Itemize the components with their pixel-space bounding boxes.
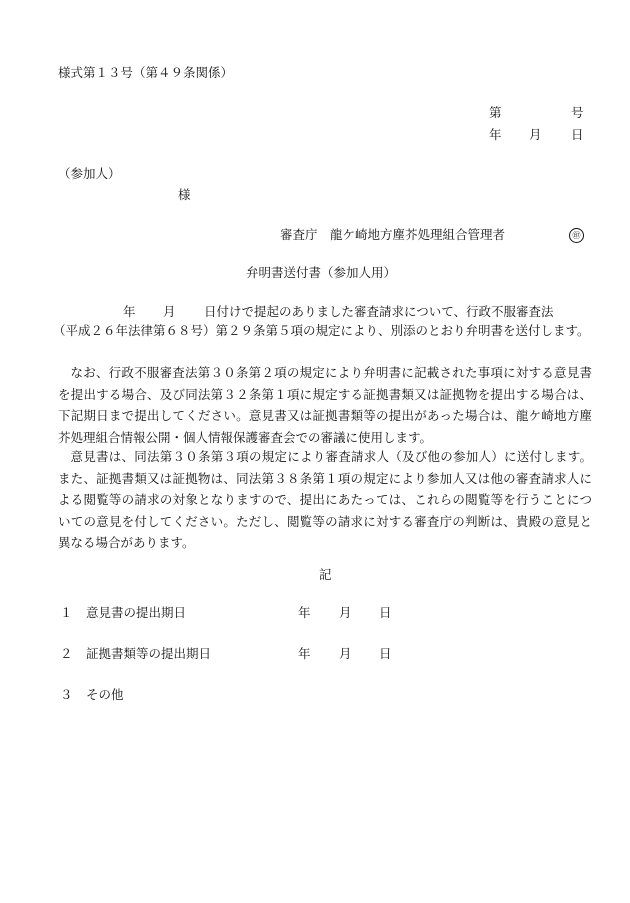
issue-date-day: 日 bbox=[571, 127, 584, 142]
seal-mark bbox=[569, 226, 584, 244]
seal-icon: ㊞ bbox=[569, 228, 584, 243]
body-paragraph-2: なお、行政不服審査法第３０条第２項の規定により弁明書に記載された事項に対する意見書を提出する場合、及び同法第３２条第１項に規定する証拠書類又は証拠物を提出する場合は、下記期日まで提出してください。意見書又は証拠書類等の提出があった場合は、龍ケ崎地方塵芥処理組合情報公開・個人情報保護審査会での審議に使用します。 bbox=[58, 365, 592, 445]
item-year: 年 bbox=[298, 605, 311, 620]
item-day: 日 bbox=[379, 646, 392, 661]
issue-date-year: 年 bbox=[489, 127, 502, 142]
issue-no-go: 号 bbox=[571, 105, 584, 120]
issue-no-dai: 第 bbox=[489, 105, 502, 120]
item-label: 意見書の提出期日 bbox=[86, 605, 187, 620]
document-title: 弁明書送付書（参加人用） bbox=[246, 265, 397, 280]
recipient-honorific: 様 bbox=[178, 187, 191, 202]
item-month: 月 bbox=[339, 605, 352, 620]
issue-date-month: 月 bbox=[529, 127, 542, 142]
item-month: 月 bbox=[339, 646, 352, 661]
p1-year: 年 bbox=[123, 304, 136, 319]
sender-name: 審査庁 龍ケ崎地方塵芥処理組合管理者 bbox=[280, 227, 506, 242]
item-number: ２ bbox=[60, 646, 73, 661]
item-number: １ bbox=[60, 605, 73, 620]
item-label: その他 bbox=[86, 687, 124, 702]
item-label: 証拠書類等の提出期日 bbox=[86, 646, 212, 661]
body-paragraph-3: 意見書は、同法第３０条第３項の規定により審査請求人（及び他の参加人）に送付します。また、証拠書類又は証拠物は、同法第３８条第１項の規定により参加人又は他の審査請求人による閲覧等の請求の対象となりますので、提出にあたっては、これらの閲覧等を行うことについての意見を付してください。ただし、閲覧等の請求に対する審査庁の判断は、貴殿の意見と異なる場合があります。 bbox=[58, 449, 592, 550]
p1-rest: （平成２６年法律第６８号）第２９条第５項の規定により、別添のとおり弁明書を送付します。 bbox=[53, 323, 590, 338]
recipient-label: （参加人） bbox=[58, 166, 121, 181]
form-number: 様式第１３号（第４９条関係） bbox=[58, 65, 234, 80]
item-year: 年 bbox=[298, 646, 311, 661]
item-number: ３ bbox=[60, 687, 73, 702]
p1-first-line: 日付けで提起のありました審査請求について、行政不服審査法 bbox=[204, 304, 554, 319]
item-day: 日 bbox=[379, 605, 392, 620]
ki-heading: 記 bbox=[319, 567, 332, 582]
p1-month: 月 bbox=[163, 304, 176, 319]
